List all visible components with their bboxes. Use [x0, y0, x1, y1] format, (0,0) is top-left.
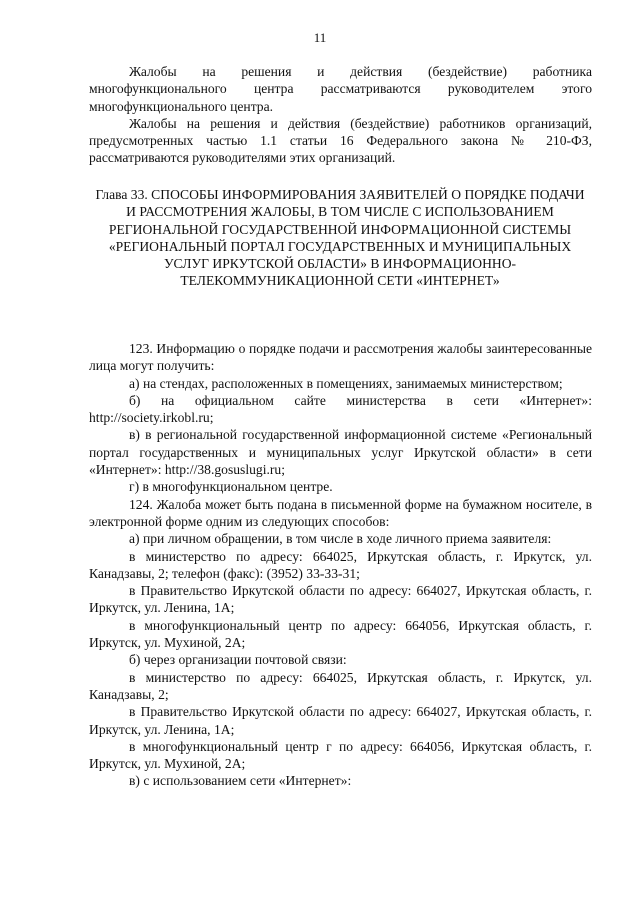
paragraph: в Правительство Иркутской области по адресу: 664027, Иркутская область, г. Иркутск, ул. Ленина, 1А; — [89, 583, 592, 616]
paragraph: б) на официальном сайте министерства в сети «Интернет»: http://society.irkobl.ru; — [89, 392, 592, 426]
main-section — [89, 340, 592, 790]
page-number: 11 — [313, 30, 327, 45]
paragraph: б) через организации почтовой связи: — [129, 652, 347, 668]
paragraph: в многофункциональный центр г по адресу: 664056, Иркутская область, г. Иркутск, ул. Мухиной, 2А; — [89, 738, 592, 772]
paragraph: Жалобы на решения и действия (бездействие) работников организаций, предусмотренных частью 1.1 статьи 16 Федерального закона № 210-ФЗ, рассматриваются руководителями этих организаций. — [89, 115, 592, 166]
paragraph: 123. Информацию о порядке подачи и рассмотрения жалобы заинтересованные лица могут получить: — [89, 341, 592, 374]
paragraph: в многофункциональный центр по адресу: 664056, Иркутская область, г. Иркутск, ул. Мухиной, 2А; — [89, 617, 592, 651]
paragraph: а) при личном обращении, в том числе в ходе личного приема заявителя: — [129, 531, 552, 547]
paragraph: а) на стендах, расположенных в помещениях, занимаемых министерством; — [129, 375, 563, 391]
paragraph: в Правительство Иркутской области по адресу: 664027, Иркутская область, г. Иркутск, ул. Ленина, 1А; — [89, 704, 592, 737]
chapter-heading: Глава 33. СПОСОБЫ ИНФОРМИРОВАНИЯ ЗАЯВИТЕЛЕЙ О ПОРЯДКЕ ПОДАЧИ И РАССМОТРЕНИЯ ЖАЛОБЫ, В ТОМ ЧИСЛЕ С ИСПОЛЬЗОВАНИЕМ РЕГИОНАЛЬНОЙ ГОСУДАРСТВЕННОЙ ИНФОРМАЦИОННОЙ СИСТЕМЫ «РЕГИОНАЛЬНЫЙ ПОРТАЛ ГОСУДАРСТВЕННЫХ И МУНИЦИПАЛЬНЫХ УСЛУГ ИРКУТСКОЙ ОБЛАСТИ» В ИНФОРМАЦИОННО-ТЕЛЕКОММУНИКАЦИОННОЙ СЕТИ «ИНТЕРНЕТ» — [95, 187, 585, 289]
paragraph: Жалобы на решения и действия (бездействие) работника многофункционального центра рассматриваются руководителем этого многофункционального центра. — [89, 64, 592, 114]
paragraph: г) в многофункциональном центре. — [129, 479, 333, 495]
paragraph: в) в региональной государственной информационной системе «Региональный портал государственных и муниципальных услуг Иркутской области» в сети «Интернет»: http://38.gosuslugi.ru; — [89, 427, 592, 478]
paragraph: в министерство по адресу: 664025, Иркутская область, г. Иркутск, ул. Канадзавы, 2; — [89, 669, 592, 702]
paragraph: в) с использованием сети «Интернет»: — [129, 773, 352, 789]
paragraph: в министерство по адресу: 664025, Иркутская область, г. Иркутск, ул. Канадзавы, 2; телефон (факс): (3952) 33-33-31; — [89, 548, 592, 581]
top-section — [89, 63, 592, 167]
paragraph: 124. Жалоба может быть подана в письменной форме на бумажном носителе, в электронной форме одним из следующих способов: — [89, 496, 592, 529]
